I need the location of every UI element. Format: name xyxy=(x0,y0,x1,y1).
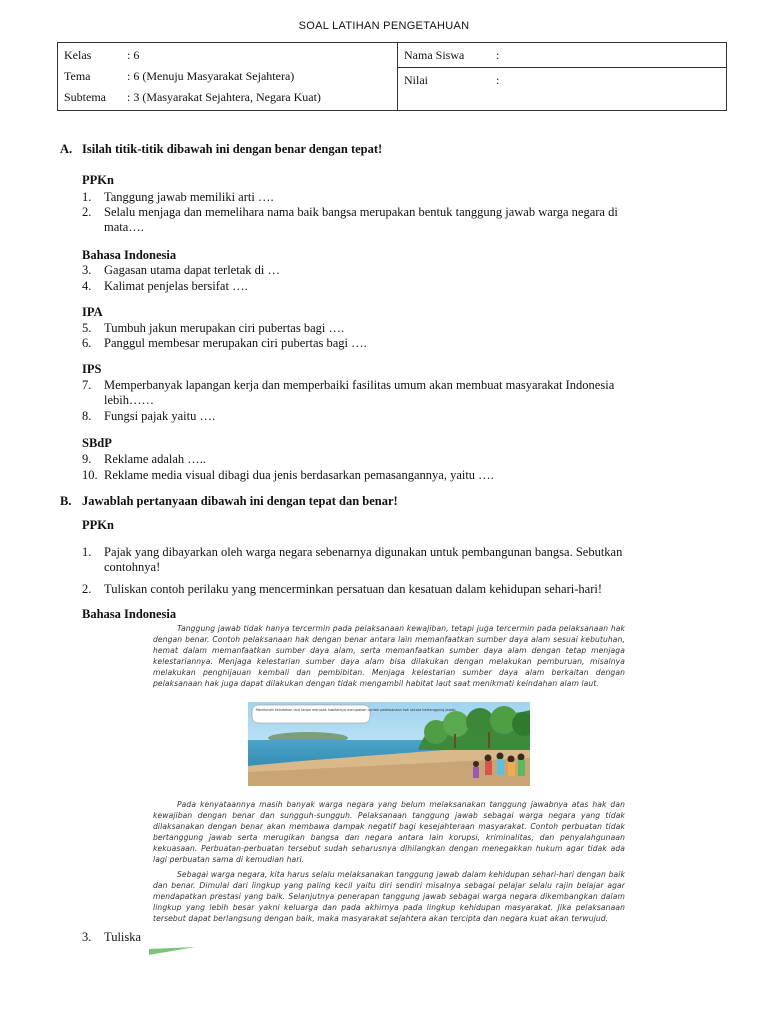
subject-ppkn: PPKn xyxy=(82,173,114,187)
nilai-label: Nilai xyxy=(404,73,428,87)
subject-sbdp: SBdP xyxy=(82,436,112,450)
question-2: 2. Selalu menjaga dan memelihara nama baik bangsa merupakan bentuk tanggung jawab warga negara di mata…. xyxy=(82,205,618,234)
question-b-1: 1. Pajak yang dibayarkan oleh warga negara sebenarnya digunakan untuk pembangunan bangsa. Sebutkan contohnya! xyxy=(82,545,623,574)
class-info-cell xyxy=(58,43,398,111)
subject-bahasa-indonesia: Bahasa Indonesia xyxy=(82,248,177,262)
section-b-title: Jawablah pertanyaan dibawah ini dengan tepat dan benar! xyxy=(82,494,398,508)
question-8: 8. Fungsi pajak yaitu …. xyxy=(82,409,216,423)
question-9: 9. Reklame adalah ….. xyxy=(82,452,207,466)
nama-label: Nama Siswa xyxy=(404,47,465,62)
reading-paragraph-1: Tanggung jawab tidak hanya tercermin pada pelaksanaan kewajiban, tetapi juga tercermin pada pelaksanaan hak dengan benar. Contoh pelaksanaan hak dengan benar antara lain memanfaatkan sumber daya alam sesuai kebutuhan, hemat dalam memanfaatkan sumber daya alam, serta memanfaatkan sumber daya alam dengan tetap menjaga kelestariannya. Menjaga kelestarian sumber daya alam bisa dilakukan dengan melakukan pemburuan, misalnya melakukan penghijauan kembali dan pembibitan. Menjaga kelestarian sumber daya alam berkaitan dengan pelaksanaan hak juga dapat dilakukan dengan tidak mengambil habitat laut saat menikmati keindahan alam laut. xyxy=(153,624,625,688)
identity-table xyxy=(57,42,727,111)
nilai-value: : xyxy=(496,73,500,87)
subject-ips: IPS xyxy=(82,362,102,376)
speech-bubble-text: Menikmati keindahan laut tanpa merusak habitatnya merupakan contoh pelaksanaan hak secara bertanggung jawab xyxy=(256,708,456,713)
reading-paragraph-2: Pada kenyataannya masih banyak warga negara yang belum melaksanakan tanggung jawabnya atas hak dan kewajiban dengan benar dan sungguh-sungguh. Pelaksanaan tanggung jawab sebagai warga negara yang tidak dilaksanakan dengan benar akan membawa dampak negatif bagi kesejahteraan masyarakat. Contoh perbuatan tidak bertanggung jawab serta merugikan bangsa dan negara antara lain korupsi, kriminalitas, dan penyalahgunaan kekuasaan. Perbuatan-perbuatan tersebut sudah seharusnya dihilangkan dengan menegakkan hukum agar tidak ada lagi perbuatan sama di kemudian hari. xyxy=(153,800,625,864)
kelas-label: Kelas xyxy=(64,48,92,62)
tema-label: Tema xyxy=(64,69,91,83)
section-b-heading: B. Jawablah pertanyaan dibawah ini dengan tepat dan benar! xyxy=(60,494,398,508)
question-6: 6. Panggul membesar merupakan ciri pubertas bagi …. xyxy=(82,336,367,350)
nama-value: : xyxy=(496,47,500,62)
subject-b-bahasa-indonesia: Bahasa Indonesia xyxy=(82,607,177,621)
page-title: SOAL LATIHAN PENGETAHUAN xyxy=(298,20,470,32)
question-b-2: 2. Tuliskan contoh perilaku yang mencerminkan persatuan dan kesatuan dalam kehidupan sehari-hari! xyxy=(82,582,602,596)
subtema-value: : 3 (Masyarakat Sejahtera, Negara Kuat) xyxy=(127,90,321,104)
subject-ipa: IPA xyxy=(82,305,103,319)
question-7: 7. Memperbanyak lapangan kerja dan memperbaiki fasilitas umum akan membuat masyarakat Indonesia lebih…… xyxy=(82,378,615,407)
kelas-value: : 6 xyxy=(127,48,140,62)
student-info-cell xyxy=(398,43,727,111)
question-5: 5. Tumbuh jakun merupakan ciri pubertas bagi …. xyxy=(82,321,345,335)
question-3: 3. Gagasan utama dapat terletak di … xyxy=(82,263,280,277)
tema-value: : 6 (Menuju Masyarakat Sejahtera) xyxy=(127,69,295,83)
question-4: 4. Kalimat penjelas bersifat …. xyxy=(82,279,248,293)
reading-passage-image xyxy=(149,624,629,944)
subject-b-ppkn: PPKn xyxy=(82,518,114,532)
section-a-heading: A. Isilah titik-titik dibawah ini dengan benar dengan tepat! xyxy=(60,142,383,156)
subtema-label: Subtema xyxy=(64,90,106,104)
reading-paragraph-3: Sebagai warga negara, kita harus selalu melaksanakan tanggung jawab dalam kehidupan sehari-hari dengan baik dan benar. Dimulai dari lingkup yang paling kecil yaitu diri sendiri misalnya sebagai pelajar selalu rajin belajar agar mendapatkan prestasi yang baik. Selanjutnya penerapan tanggung jawab sebagai warga negara dikembangkan dalam lingkup yang lebih besar yakni keluarga dan pada akhirnya pada lingkup kehidupan masyarakat. Jika pelaksanaan tersebut dapat berlangsung dengan baik, maka masyarakat sejahtera akan tercipta dan negara kuat akan terwujud. xyxy=(153,869,625,923)
question-10: 10. Reklame media visual dibagi dua jenis berdasarkan pemasangannya, yaitu …. xyxy=(82,468,494,482)
green-corner-mark xyxy=(149,943,199,957)
question-b-3: 3. Tuliska xyxy=(82,930,142,944)
beach-illustration xyxy=(248,702,530,786)
question-1: 1. Tanggung jawab memiliki arti …. xyxy=(82,190,274,204)
section-a-title: Isilah titik-titik dibawah ini dengan benar dengan tepat! xyxy=(82,142,383,156)
